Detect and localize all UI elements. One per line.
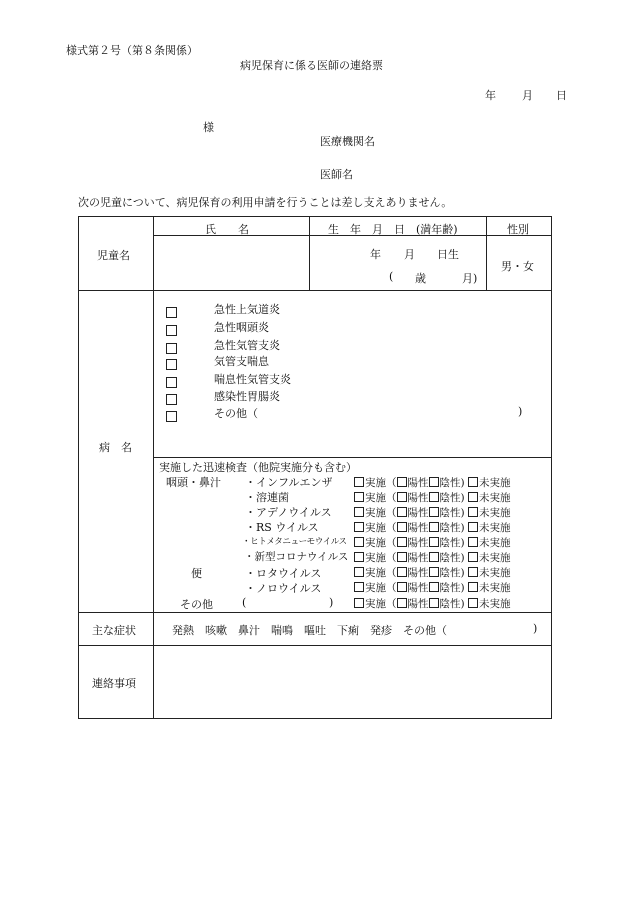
doctor-label: 医師名 xyxy=(320,168,353,181)
negative-checkbox[interactable] xyxy=(429,477,439,487)
positive-checkbox[interactable] xyxy=(397,507,407,517)
test-name: ・RS ウイルス xyxy=(245,521,319,534)
category-stool: 便 xyxy=(191,567,202,580)
test-result-row: 実施（ 陽性 陰性) 未実施 xyxy=(354,535,510,550)
positive-checkbox[interactable] xyxy=(397,598,407,608)
not-done-checkbox[interactable] xyxy=(468,598,478,608)
birth-month-label: 月 xyxy=(404,248,415,261)
test-result-row: 実施（ 陽性 陰性) 未実施 xyxy=(354,475,510,490)
positive-checkbox[interactable] xyxy=(397,537,407,547)
birth-year-label: 年 xyxy=(370,248,381,261)
negative-checkbox[interactable] xyxy=(429,492,439,502)
test-result-row: 実施（ 陽性 陰性) 未実施 xyxy=(354,596,510,611)
disease-checkbox[interactable] xyxy=(166,407,177,426)
done-checkbox[interactable] xyxy=(354,582,364,592)
form-number: 様式第２号（第８条関係） xyxy=(66,44,198,57)
statement: 次の児童について、病児保育の利用申請を行うことは差し支えありません。 xyxy=(78,196,453,209)
test-result-row: 実施（ 陽性 陰性) 未実施 xyxy=(354,550,510,565)
disease-checkbox[interactable] xyxy=(166,355,177,374)
test-name: ・溶連菌 xyxy=(245,491,289,504)
disease-item: 気管支喘息 xyxy=(214,355,269,368)
done-checkbox[interactable] xyxy=(354,492,364,502)
done-checkbox[interactable] xyxy=(354,552,364,562)
done-checkbox[interactable] xyxy=(354,477,364,487)
positive-checkbox[interactable] xyxy=(397,582,407,592)
test-name: ・インフルエンザ xyxy=(245,476,333,489)
child-row-label: 児童名 xyxy=(97,249,130,262)
rapid-test-heading: 実施した迅速検査（他院実施分も含む） xyxy=(159,461,357,474)
positive-checkbox[interactable] xyxy=(397,477,407,487)
notes-row-label: 連絡事項 xyxy=(92,677,136,690)
not-done-checkbox[interactable] xyxy=(468,552,478,562)
not-done-checkbox[interactable] xyxy=(468,492,478,502)
positive-checkbox[interactable] xyxy=(397,492,407,502)
done-checkbox[interactable] xyxy=(354,522,364,532)
age-open: ( xyxy=(389,270,394,283)
gender-options[interactable]: 男・女 xyxy=(501,260,534,273)
col-gender-header: 性別 xyxy=(507,223,529,236)
disease-checkbox[interactable] xyxy=(166,321,177,340)
negative-checkbox[interactable] xyxy=(429,522,439,532)
test-result-row: 実施（ 陽性 陰性) 未実施 xyxy=(354,505,510,520)
test-result-row: 実施（ 陽性 陰性) 未実施 xyxy=(354,580,510,595)
not-done-checkbox[interactable] xyxy=(468,477,478,487)
col-name-header: 氏 名 xyxy=(205,223,249,236)
test-name: ・ノロウイルス xyxy=(245,582,322,595)
negative-checkbox[interactable] xyxy=(429,582,439,592)
not-done-checkbox[interactable] xyxy=(468,582,478,592)
other-test-open: ( xyxy=(242,596,247,609)
disease-other-close: ) xyxy=(518,405,523,418)
col-birth-header: 生 年 月 日 (満年齢) xyxy=(328,223,458,236)
test-name: ・新型コロナウイルス xyxy=(244,551,349,563)
addressee-suffix: 様 xyxy=(203,121,214,134)
disease-item: 急性咽頭炎 xyxy=(214,321,269,334)
date-year-label: 年 xyxy=(485,89,496,102)
form-title: 病児保育に係る医師の連絡票 xyxy=(240,59,383,72)
test-result-row: 実施（ 陽性 陰性) 未実施 xyxy=(354,490,510,505)
test-name: ・ロタウイルス xyxy=(245,567,322,580)
age-months-label: 月) xyxy=(462,272,478,285)
not-done-checkbox[interactable] xyxy=(468,567,478,577)
disease-item: 急性上気道炎 xyxy=(214,303,280,316)
notes-field[interactable] xyxy=(155,647,549,717)
disease-item: 急性気管支炎 xyxy=(214,339,280,352)
negative-checkbox[interactable] xyxy=(429,567,439,577)
done-checkbox[interactable] xyxy=(354,507,364,517)
negative-checkbox[interactable] xyxy=(429,537,439,547)
symptoms-row-label: 主な症状 xyxy=(92,624,136,637)
disease-item: その他（ xyxy=(214,407,258,420)
disease-item: 感染性胃腸炎 xyxy=(214,390,280,403)
positive-checkbox[interactable] xyxy=(397,522,407,532)
institution-label: 医療機関名 xyxy=(320,135,375,148)
disease-checkbox[interactable] xyxy=(166,303,177,322)
done-checkbox[interactable] xyxy=(354,567,364,577)
category-throat: 咽頭・鼻汁 xyxy=(166,476,221,489)
not-done-checkbox[interactable] xyxy=(468,522,478,532)
category-other: その他 xyxy=(180,598,213,611)
date-day-label: 日 xyxy=(556,89,567,102)
symptoms-close: ) xyxy=(533,622,538,635)
negative-checkbox[interactable] xyxy=(429,507,439,517)
done-checkbox[interactable] xyxy=(354,537,364,547)
disease-item: 喘息性気管支炎 xyxy=(214,373,291,386)
positive-checkbox[interactable] xyxy=(397,552,407,562)
birth-day-label: 日生 xyxy=(437,248,459,261)
negative-checkbox[interactable] xyxy=(429,598,439,608)
positive-checkbox[interactable] xyxy=(397,567,407,577)
not-done-checkbox[interactable] xyxy=(468,507,478,517)
test-name: ・ヒトメタニューモウイルス xyxy=(242,537,347,547)
negative-checkbox[interactable] xyxy=(429,552,439,562)
not-done-checkbox[interactable] xyxy=(468,537,478,547)
test-result-row: 実施（ 陽性 陰性) 未実施 xyxy=(354,520,510,535)
done-checkbox[interactable] xyxy=(354,598,364,608)
test-name: ・アデノウイルス xyxy=(245,506,332,519)
symptoms-list[interactable]: 発熱 咳嗽 鼻汁 喘鳴 嘔吐 下痢 発疹 その他（ xyxy=(172,624,447,637)
disease-row-label: 病 名 xyxy=(99,441,132,454)
test-result-row: 実施（ 陽性 陰性) 未実施 xyxy=(354,565,510,580)
age-years-label: 歳 xyxy=(415,272,426,285)
other-test-close: ) xyxy=(329,596,334,609)
date-month-label: 月 xyxy=(522,89,533,102)
